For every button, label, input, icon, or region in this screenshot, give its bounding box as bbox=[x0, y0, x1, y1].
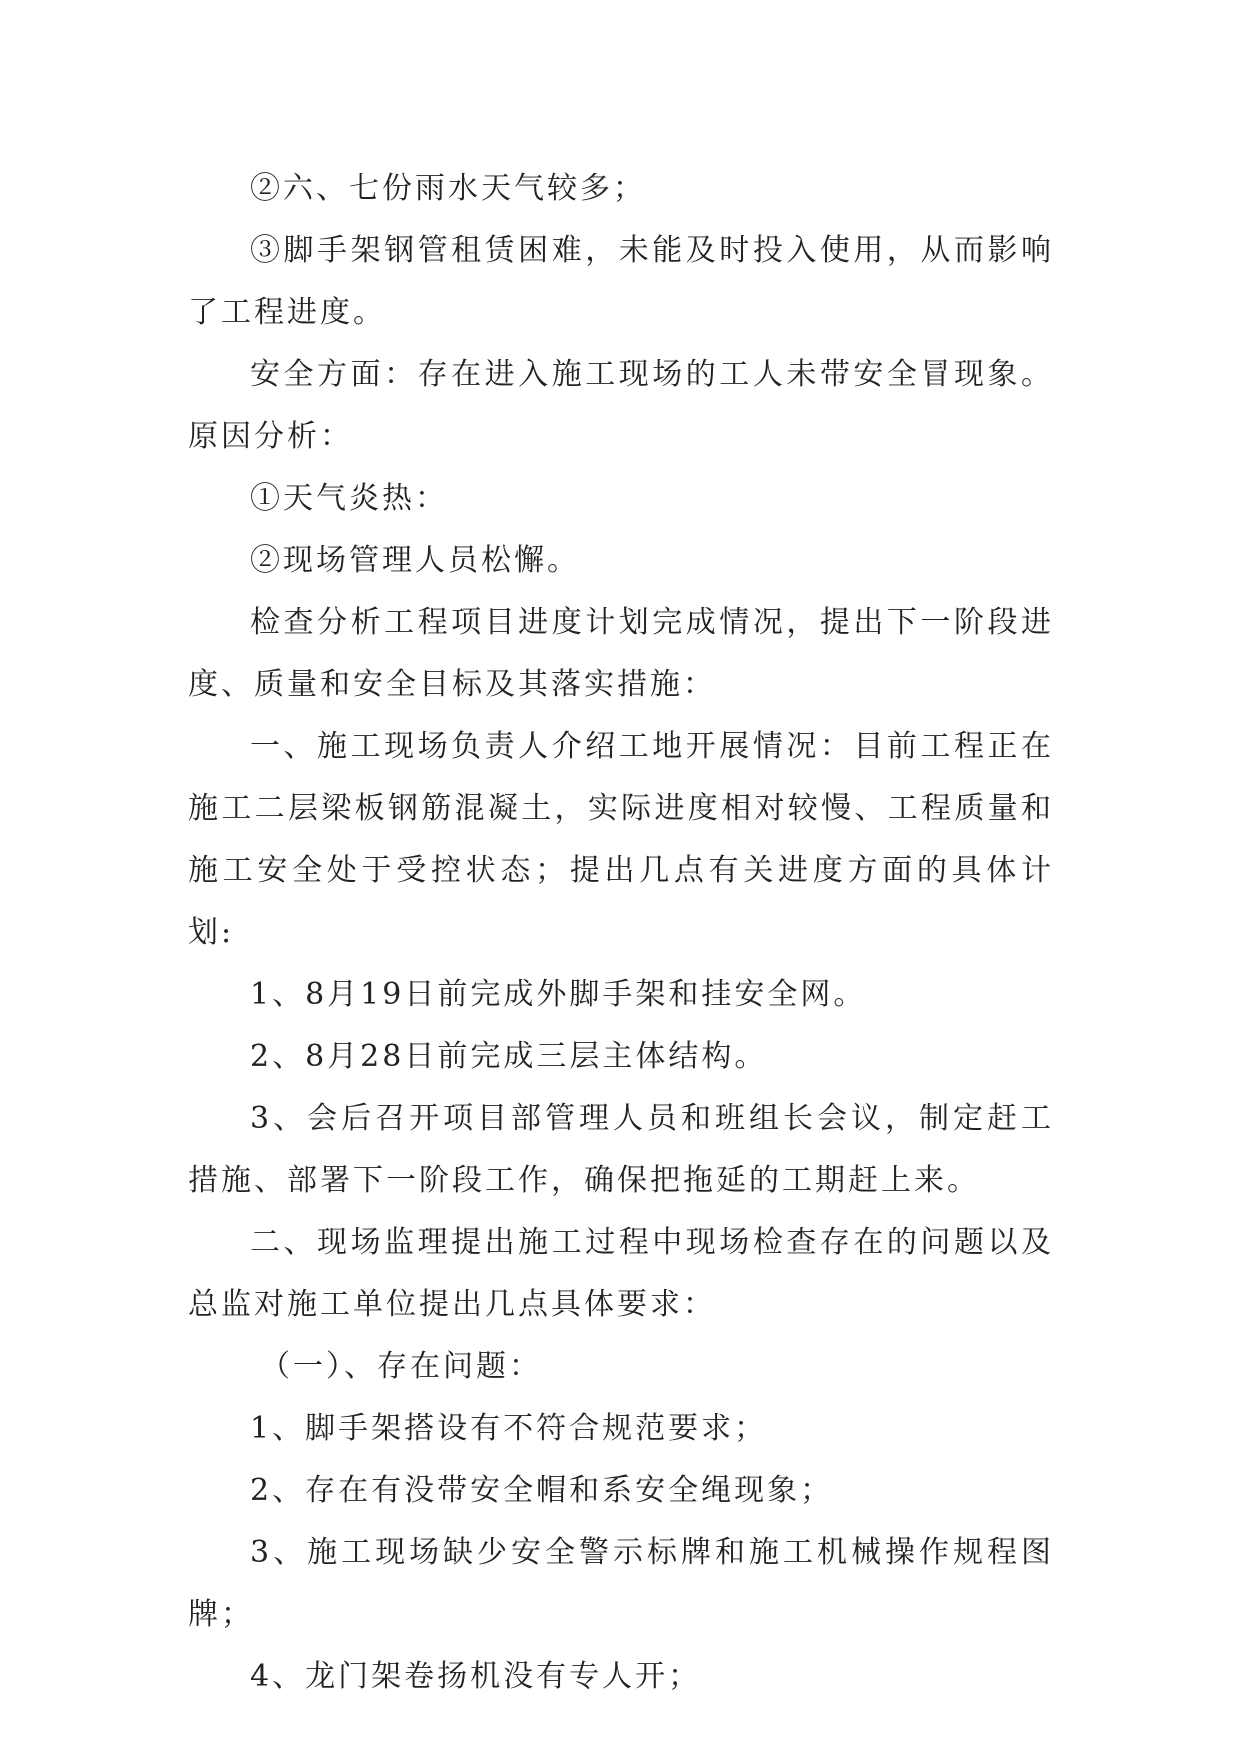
paragraph-problems-heading: （一）、存在问题： bbox=[260, 1349, 542, 1384]
paragraph-plan-item-2: 2、8月28日前完成三层主体结构。 bbox=[250, 1039, 768, 1074]
paragraph-hot-weather: ①天气炎热： bbox=[250, 481, 448, 516]
paragraph-site-briefing: 一、施工现场负责人介绍工地开展情况：目前工程正在施工二层梁板钢筋混凝土，实际进度相对较慢、工程质量和施工安全处于受控状态；提出几点有关进度方面的具体计划: bbox=[188, 729, 1054, 950]
paragraph-problem-1: 1、脚手架搭设有不符合规范要求； bbox=[250, 1411, 768, 1446]
paragraph-management-lax: ②现场管理人员松懈。 bbox=[250, 543, 580, 578]
paragraph-problem-2: 2、存在有没带安全帽和系安全绳现象； bbox=[250, 1473, 834, 1508]
paragraph-supervisor-requirements: 二、现场监理提出施工过程中现场检查存在的问题以及总监对施工单位提出几点具体要求： bbox=[188, 1225, 1054, 1322]
paragraph-rainy-weather: ②六、七份雨水天气较多； bbox=[250, 171, 646, 206]
paragraph-plan-item-1: 1、8月19日前完成外脚手架和挂安全网。 bbox=[250, 977, 867, 1012]
paragraph-problem-4: 4、龙门架卷扬机没有专人开； bbox=[250, 1659, 702, 1694]
document-body bbox=[188, 158, 1054, 1708]
paragraph-plan-item-3: 3、会后召开项目部管理人员和班组长会议，制定赶工措施、部署下一阶段工作，确保把拖延的工期赶上来。 bbox=[188, 1101, 1054, 1198]
paragraph-safety-aspect: 安全方面：存在进入施工现场的工人未带安全冒现象。原因分析： bbox=[188, 357, 1054, 454]
paragraph-progress-check: 检查分析工程项目进度计划完成情况，提出下一阶段进度、质量和安全目标及其落实措施： bbox=[188, 605, 1054, 702]
paragraph-scaffold-rental: ③脚手架钢管租赁困难，未能及时投入使用，从而影响了工程进度。 bbox=[188, 233, 1054, 330]
paragraph-problem-3: 3、施工现场缺少安全警示标牌和施工机械操作规程图牌； bbox=[188, 1535, 1054, 1632]
